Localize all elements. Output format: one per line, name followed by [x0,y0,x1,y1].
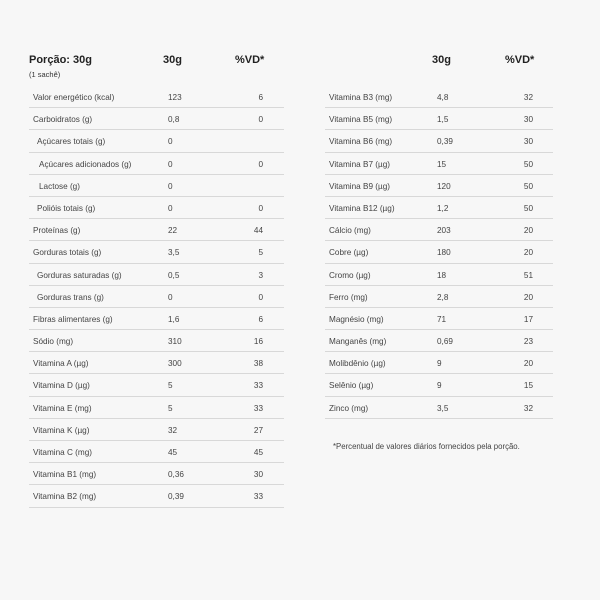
nutrient-vd: 6 [258,314,263,324]
nutrient-vd: 17 [523,314,533,324]
footnote: *Percentual de valores diários fornecidos pela porção. [333,442,520,451]
table-row [29,352,284,374]
nutrient-amount: 15 [437,159,447,169]
table-row [29,330,284,352]
table-row [325,219,553,241]
nutrient-amount: 3,5 [168,248,180,258]
nutrient-vd: 0 [258,292,263,302]
nutrient-label: Cobre (µg) [329,248,369,258]
nutrient-label: Vitamina A (µg) [33,359,89,369]
table-row [29,86,284,108]
table-row [29,441,284,463]
nutrient-amount: 3,5 [437,403,449,413]
nutrient-amount: 18 [437,270,447,280]
table-row [29,197,284,219]
nutrient-amount: 203 [437,226,451,236]
nutrient-amount: 45 [168,448,178,457]
nutrient-amount: 0 [168,181,173,191]
table-row [29,374,284,396]
nutrient-label: Vitamina B7 (µg) [329,159,390,169]
nutrient-vd: 3 [258,270,263,280]
portion-title: Porção: 30g [29,54,92,66]
nutrient-amount: 0,39 [437,137,453,147]
nutrient-vd: 30 [253,470,263,480]
nutrient-vd: 0 [258,159,263,169]
nutrient-label: Manganês (mg) [329,337,387,347]
nutrient-label: Vitamina B9 (µg) [329,181,390,191]
table-row [29,219,284,241]
table-row [325,397,553,419]
nutrient-label: Vitamina B12 (µg) [329,203,395,213]
nutrient-label: Gorduras trans (g) [37,292,104,302]
nutrient-label: Valor energético (kcal) [33,93,115,102]
nutrient-vd: 20 [523,359,533,369]
nutrient-amount: 300 [168,359,182,369]
nutrient-amount: 0,8 [168,115,180,125]
nutrient-label: Vitamina E (mg) [33,403,92,413]
nutrient-vd: 15 [523,381,533,391]
nutrient-amount: 123 [168,93,182,102]
table-row [325,308,553,330]
table-row [29,286,284,308]
table-row [325,130,553,152]
nutrient-vd: 16 [253,337,263,347]
nutrient-amount: 1,2 [437,203,449,213]
nutrient-label: Vitamina B5 (mg) [329,115,393,125]
table-row [325,374,553,396]
table-row [325,153,553,175]
nutrient-label: Açúcares totais (g) [37,137,106,147]
nutrient-amount: 5 [168,381,173,391]
nutrient-vd: 0 [258,115,263,125]
table-row [29,264,284,286]
nutrient-vd: 20 [523,292,533,302]
nutrient-label: Sódio (mg) [33,337,74,347]
nutrient-label: Vitamina D (µg) [33,381,90,391]
nutrient-vd: 27 [253,425,263,435]
nutrient-vd: 6 [258,93,263,102]
table-row [29,241,284,263]
column-header-vd: %VD* [505,54,535,66]
portion-subtitle: (1 sachê) [29,70,61,79]
nutrient-vd: 50 [523,203,533,213]
column-header-vd: %VD* [235,54,265,66]
nutrition-rows-left [29,86,284,508]
nutrient-vd: 20 [523,248,533,258]
nutrient-amount: 9 [437,359,442,369]
table-row [29,485,284,507]
nutrient-label: Carboidratos (g) [33,115,93,125]
nutrient-amount: 0,5 [168,270,180,280]
nutrient-label: Vitamina B6 (mg) [329,137,393,147]
nutrient-amount: 2,8 [437,292,449,302]
nutrient-amount: 0 [168,203,173,213]
table-row [29,108,284,130]
nutrient-label: Fibras alimentares (g) [33,314,113,324]
nutrient-amount: 5 [168,403,173,413]
table-row [325,286,553,308]
table-row [325,241,553,263]
nutrient-amount: 0 [168,159,173,169]
nutrient-vd: 32 [523,93,533,102]
nutrient-amount: 0 [168,292,173,302]
nutrient-vd: 50 [523,181,533,191]
nutrient-vd: 20 [523,226,533,236]
nutrient-vd: 50 [523,159,533,169]
table-row [325,197,553,219]
nutrient-amount: 9 [437,381,442,391]
table-row [325,264,553,286]
nutrient-label: Magnésio (mg) [329,314,384,324]
nutrient-amount: 4,8 [437,93,449,102]
nutrient-vd: 32 [523,403,533,413]
nutrient-vd: 30 [523,137,533,147]
nutrient-amount: 120 [437,181,451,191]
nutrient-vd: 0 [258,203,263,213]
nutrient-label: Polióis totais (g) [37,203,96,213]
nutrient-amount: 1,5 [437,115,449,125]
nutrient-label: Cálcio (mg) [329,226,371,236]
table-row [29,463,284,485]
nutrient-amount: 0,69 [437,337,453,347]
nutrient-amount: 0 [168,137,173,147]
nutrient-label: Gorduras saturadas (g) [37,270,122,280]
nutrient-label: Vitamina B3 (mg) [329,93,393,102]
nutrient-label: Açúcares adicionados (g) [39,159,132,169]
table-row [29,153,284,175]
nutrient-vd: 5 [258,248,263,258]
nutrient-label: Vitamina K (µg) [33,425,90,435]
nutrient-label: Selênio (µg) [329,381,374,391]
nutrient-label: Cromo (µg) [329,270,371,280]
table-row [29,175,284,197]
nutrient-vd: 33 [253,492,263,502]
table-row [325,86,553,108]
nutrient-label: Vitamina C (mg) [33,448,92,457]
table-row [325,108,553,130]
table-row [29,397,284,419]
nutrient-amount: 180 [437,248,451,258]
nutrient-amount: 0,36 [168,470,184,480]
nutrient-vd: 23 [523,337,533,347]
nutrient-amount: 0,39 [168,492,184,502]
nutrient-label: Proteínas (g) [33,226,81,236]
nutrient-vd: 33 [253,403,263,413]
nutrient-vd: 38 [253,359,263,369]
table-row [29,308,284,330]
nutrient-label: Ferro (mg) [329,292,368,302]
nutrient-amount: 1,6 [168,314,180,324]
nutrient-vd: 51 [523,270,533,280]
nutrient-vd: 44 [253,226,263,236]
nutrient-vd: 45 [253,448,263,457]
table-row [325,330,553,352]
nutrient-label: Molibdênio (µg) [329,359,386,369]
nutrient-amount: 22 [168,226,178,236]
nutrient-label: Vitamina B1 (mg) [33,470,97,480]
table-row [29,130,284,152]
column-header-amount: 30g [163,54,182,66]
nutrient-label: Gorduras totais (g) [33,248,102,258]
nutrient-label: Lactose (g) [39,181,80,191]
nutrient-vd: 30 [523,115,533,125]
nutrient-label: Vitamina B2 (mg) [33,492,97,502]
nutrient-amount: 32 [168,425,178,435]
nutrient-amount: 310 [168,337,182,347]
table-row [325,352,553,374]
nutrient-amount: 71 [437,314,447,324]
nutrient-vd: 33 [253,381,263,391]
table-row [325,175,553,197]
column-header-amount: 30g [432,54,451,66]
nutrition-rows-right [325,86,553,419]
nutrient-label: Zinco (mg) [329,403,369,413]
table-row [29,419,284,441]
